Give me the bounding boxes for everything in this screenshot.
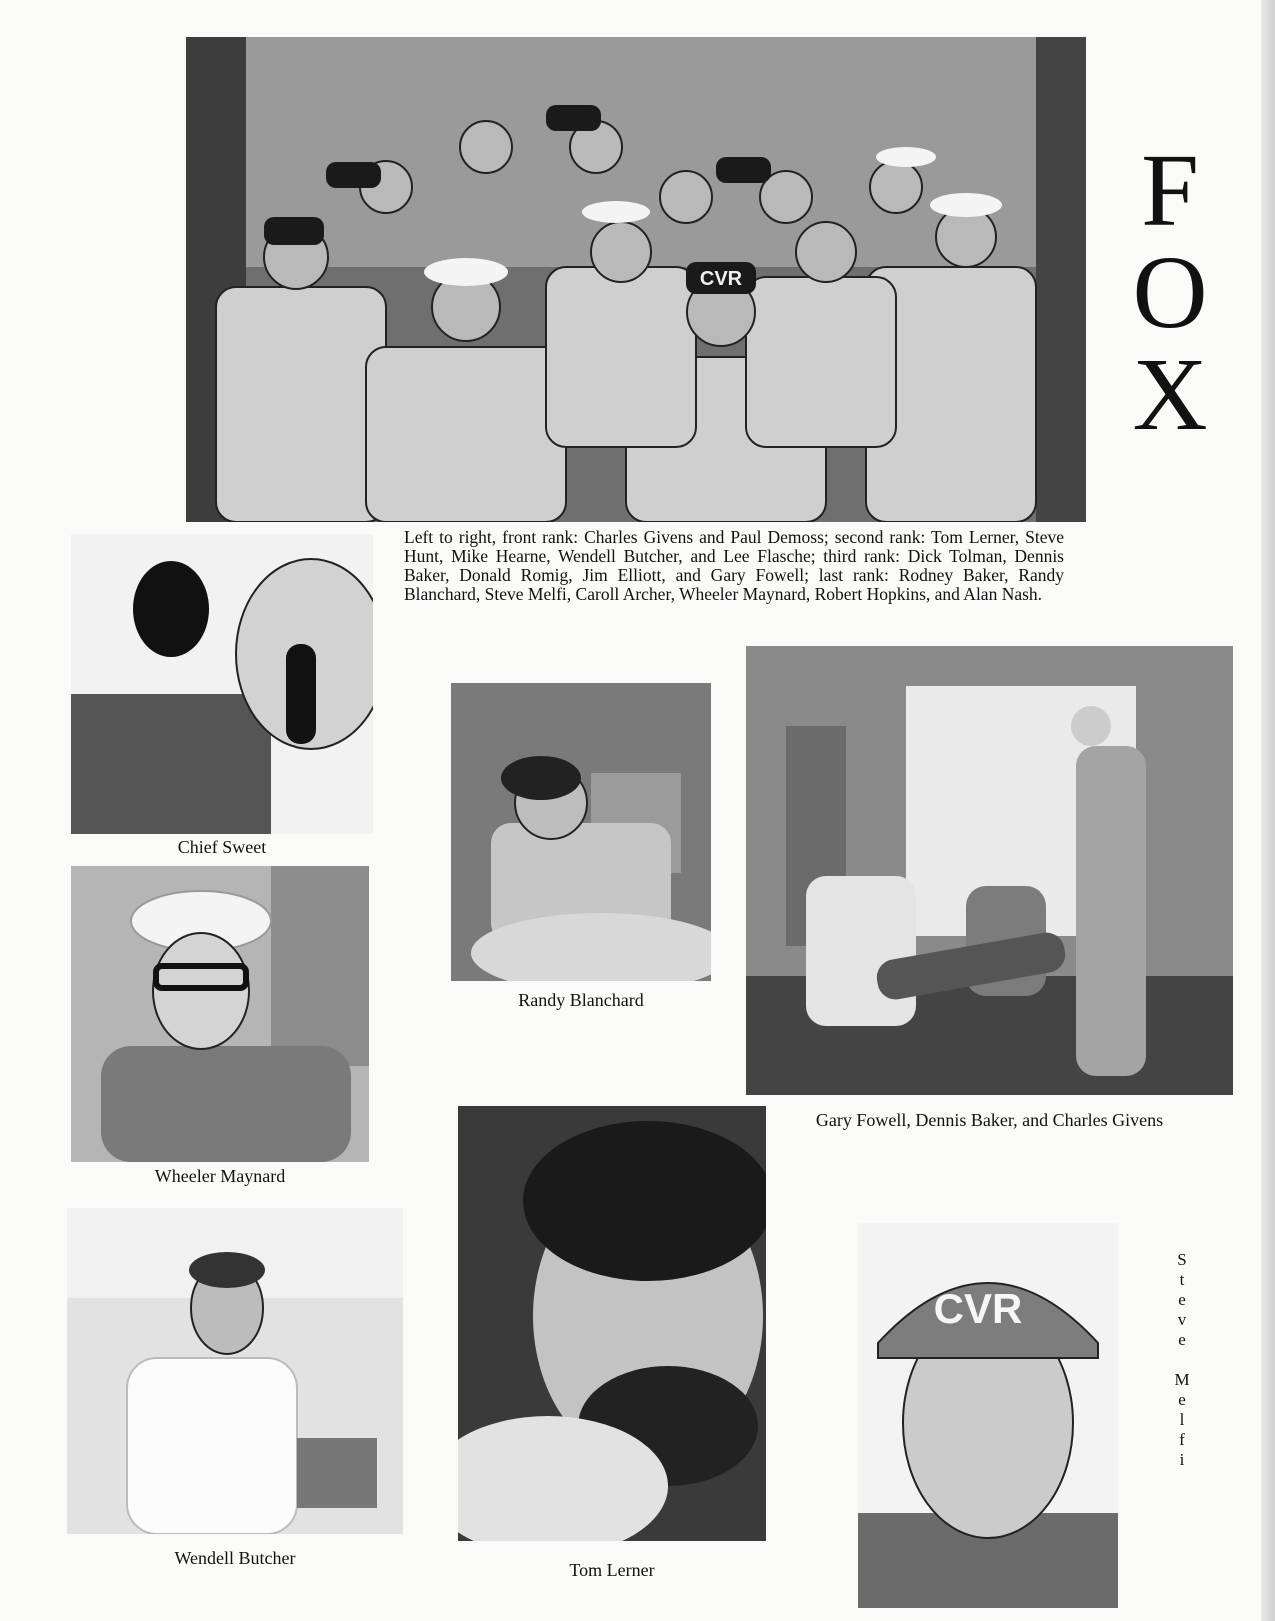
gary-dennis-charles-photo bbox=[746, 646, 1233, 1095]
vertical-caption-letter: S bbox=[1177, 1250, 1187, 1269]
wheeler-maynard-caption: Wheeler Maynard bbox=[154, 1166, 286, 1186]
section-title-letter-o: O bbox=[1132, 235, 1208, 350]
tom-lerner-photo bbox=[458, 1106, 766, 1541]
wheeler-maynard-photo bbox=[71, 866, 369, 1162]
section-title-letter-x: X bbox=[1132, 337, 1208, 452]
gary-dennis-charles-caption: Gary Fowell, Dennis Baker, and Charles Givens bbox=[815, 1110, 1164, 1130]
cap-lettering: CVR bbox=[699, 268, 743, 290]
chief-sweet-photo bbox=[71, 534, 373, 834]
vertical-caption-letter: v bbox=[1177, 1310, 1187, 1329]
vertical-caption-letter: M bbox=[1174, 1370, 1190, 1389]
steve-melfi-photo bbox=[858, 1223, 1118, 1608]
vertical-caption-letter: t bbox=[1179, 1270, 1185, 1289]
section-title-letter-f: F bbox=[1141, 133, 1199, 248]
vertical-caption-letter: l bbox=[1179, 1410, 1185, 1429]
steve-melfi-caption bbox=[1170, 1250, 1194, 1470]
page-edge-shadow bbox=[1261, 0, 1275, 1621]
wendell-butcher-photo bbox=[67, 1208, 403, 1534]
chief-sweet-caption: Chief Sweet bbox=[177, 837, 267, 857]
vertical-caption-letter bbox=[1170, 1350, 1194, 1370]
section-title bbox=[1115, 133, 1225, 452]
tom-lerner-caption: Tom Lerner bbox=[569, 1560, 655, 1580]
vertical-caption-letter: e bbox=[1178, 1330, 1186, 1349]
group-photo bbox=[186, 37, 1086, 522]
group-photo-caption: Left to right, front rank: Charles Givens and Paul Demoss; second rank: Tom Lerner, Steve Hunt, Mike Hearne, Wendell Butcher, and Lee Flasche; third rank: Dick Tolman, Dennis Baker, Donald Romig, Jim Elliott, and Gary Fowell; last rank: Rodney Baker, Randy Blanchard, Steve Melfi, Caroll Archer, Wheeler Maynard, Robert Hopkins, and Alan Nash. bbox=[404, 527, 1064, 604]
wendell-butcher-caption: Wendell Butcher bbox=[174, 1548, 296, 1568]
vertical-caption-letter: e bbox=[1178, 1290, 1186, 1309]
randy-blanchard-photo bbox=[451, 683, 711, 981]
cap-lettering: CVR bbox=[933, 1285, 1023, 1332]
vertical-caption-letter: f bbox=[1179, 1430, 1185, 1449]
vertical-caption-letter: e bbox=[1178, 1390, 1186, 1409]
randy-blanchard-caption: Randy Blanchard bbox=[518, 990, 644, 1010]
vertical-caption-letter: i bbox=[1179, 1450, 1185, 1469]
